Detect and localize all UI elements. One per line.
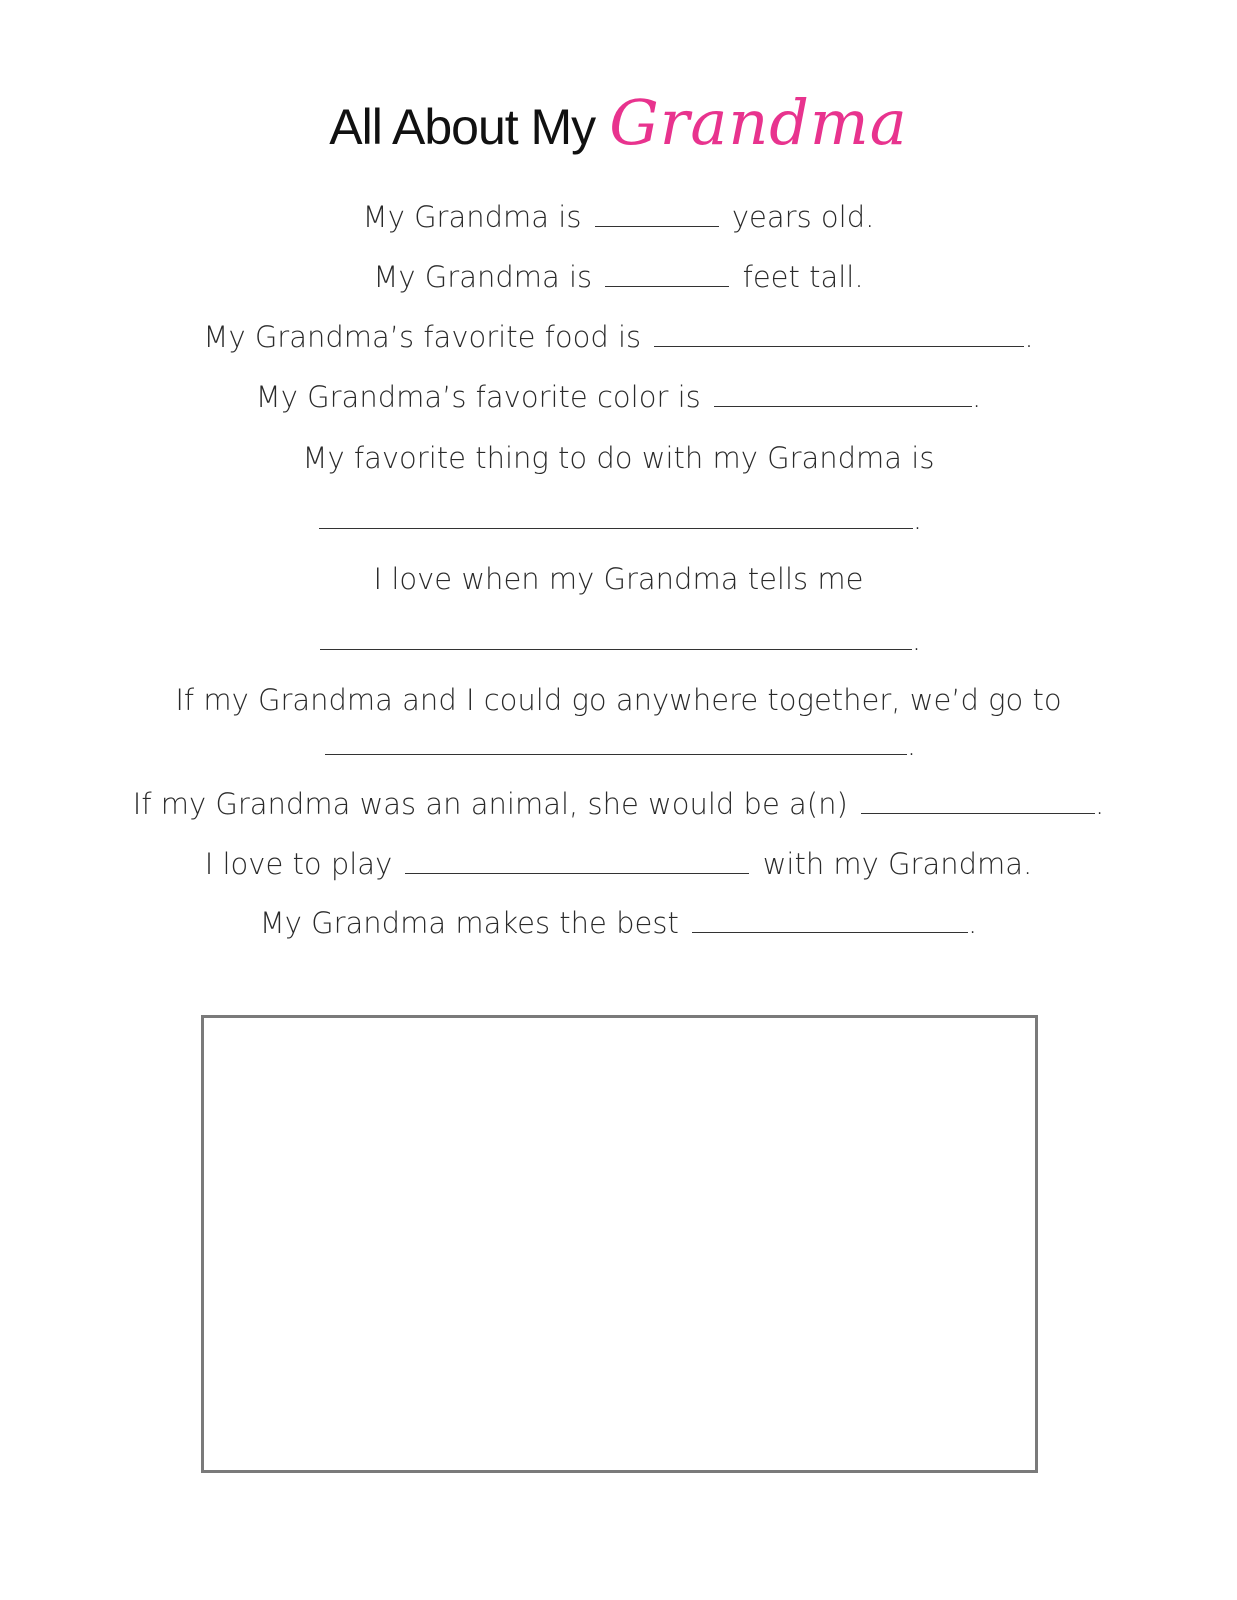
prompt-favorite-thing	[0, 438, 1237, 478]
prompt-text: I love when my Grandma tells me	[373, 562, 864, 596]
prompt-animal	[0, 784, 1237, 824]
prompt-text: My Grandma is	[362, 200, 582, 234]
prompt-text: with my Grandma.	[762, 847, 1033, 881]
prompt-text: My Grandma is	[373, 260, 593, 294]
prompt-height	[0, 257, 1237, 297]
fill-in-blank-food[interactable]	[654, 318, 1024, 347]
prompt-text: My Grandma’s favorite food is	[203, 320, 642, 354]
prompt-age	[0, 197, 1237, 237]
prompt-text: years old.	[731, 200, 875, 234]
prompt-tells-me	[0, 559, 1237, 599]
prompt-text: If my Grandma was an animal, she would be a(n)	[132, 787, 848, 821]
prompt-makes-the-best	[0, 903, 1237, 943]
prompt-favorite-food	[0, 317, 1237, 357]
fill-in-blank-tells-me[interactable]	[320, 621, 912, 650]
drawing-box[interactable]	[201, 1015, 1038, 1473]
page-title	[0, 86, 1237, 159]
fill-in-blank-makes-best[interactable]	[692, 904, 968, 933]
prompt-text: My favorite thing to do with my Grandma is	[302, 441, 935, 475]
prompt-text: My Grandma’s favorite color is	[255, 380, 701, 414]
prompt-text: .	[906, 728, 917, 762]
fill-in-blank-height[interactable]	[605, 258, 729, 287]
prompt-text: .	[911, 623, 922, 657]
fill-in-blank-play[interactable]	[405, 845, 749, 874]
prompt-text: .	[1024, 320, 1034, 354]
prompt-text: My Grandma makes the best	[259, 906, 679, 940]
prompt-go-anywhere	[0, 680, 1237, 720]
answer-line-tells-me	[0, 620, 1237, 660]
prompt-text: .	[968, 906, 978, 940]
fill-in-blank-animal[interactable]	[861, 785, 1095, 814]
title-prefix: All About My	[329, 99, 596, 155]
fill-in-blank-favorite-thing[interactable]	[319, 500, 913, 529]
prompt-text: .	[1095, 787, 1105, 821]
fill-in-blank-go-anywhere[interactable]	[325, 726, 907, 755]
fill-in-blank-age[interactable]	[595, 198, 719, 227]
title-accent: Grandma	[609, 86, 908, 159]
prompt-text: If my Grandma and I could go anywhere together, we’d go to	[175, 683, 1062, 717]
prompt-text: I love to play	[204, 847, 393, 881]
prompt-love-to-play	[0, 844, 1237, 884]
answer-line-go-anywhere	[0, 725, 1237, 765]
prompt-text: .	[972, 380, 982, 414]
prompt-text: .	[912, 502, 923, 536]
answer-line-favorite-thing	[0, 499, 1237, 539]
prompt-text: feet tall.	[742, 260, 864, 294]
fill-in-blank-color[interactable]	[714, 378, 972, 407]
prompt-favorite-color	[0, 377, 1237, 417]
